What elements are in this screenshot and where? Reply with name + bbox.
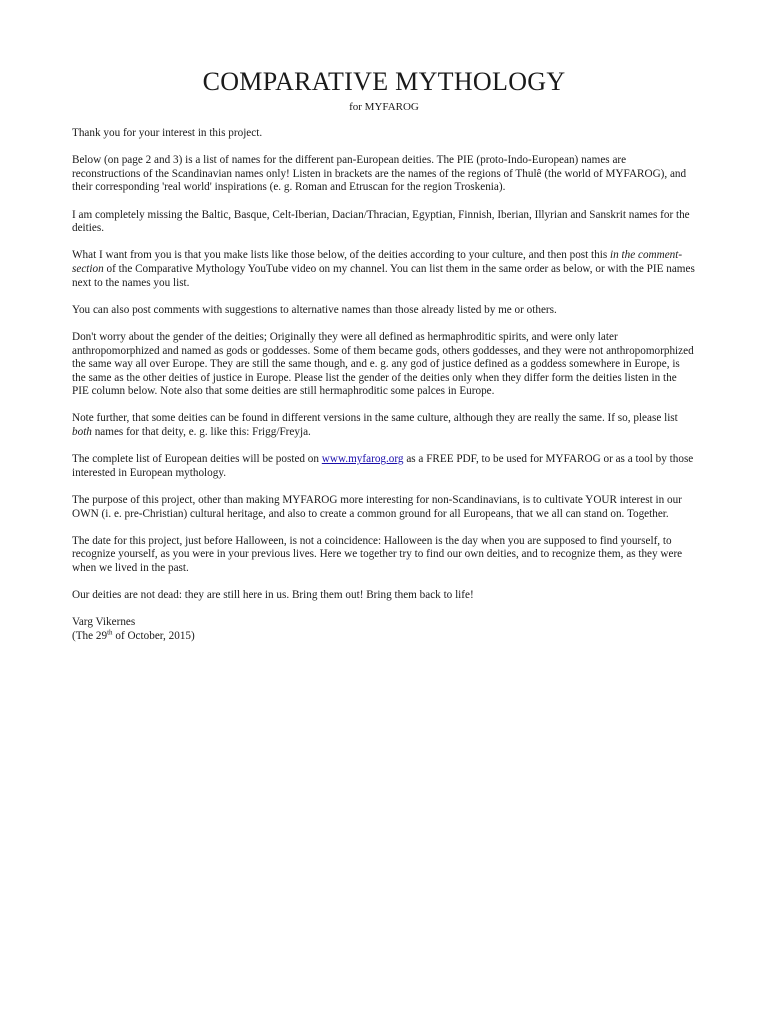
paragraph-pdf: [72, 453, 696, 480]
paragraph-versions: [72, 412, 696, 439]
request-text-before: What I want from you is that you make lists like those below, of the deities according to your culture, and then post this: [72, 249, 611, 262]
paragraph-list-intro: Below (on page 2 and 3) is a list of names for the different pan-European deities. The PIE (proto-Indo-European) names are reconstructions of the Scandinavian names only! Listen in brackets are the names of the regions of Thulê (the world of MYFAROG), and their corresponding 'real world' inspirations (e. g. Roman and Etruscan for the region Troskenia).: [72, 154, 687, 194]
paragraph-gender: Don't worry about the gender of the deities; Originally they were all defined as hermaphroditic spirits, and were only later anthropomorphized and named as gods or goddesses. Some of them became gods, others goddesses, and they were not anthropomorphized the same way all over Europe. They are still the same though, and e. g. any god of justice defined as a goddess somewhere in Europe, is the same as the other deities of justice in Europe. Please list the gender of the deities only when they differ form the deities listen in the PIE column below. Note also that some deities are still hermaphroditic some palces in Europe.: [72, 330, 694, 398]
pdf-text-before: The complete list of European deities will be posted on: [72, 453, 322, 466]
paragraph-closing: Our deities are not dead: they are still here in us. Bring them out! Bring them back to life!: [72, 589, 474, 602]
signature-block: [72, 616, 696, 643]
pdf-text-after: as a FREE PDF, to be used for MYFAROG or as a tool by those interested in European mythology.: [72, 453, 694, 479]
paragraph-purpose: The purpose of this project, other than making MYFAROG more interesting for non-Scandinavians, is to cultivate YOUR interest in our OWN (i. e. pre-Christian) cultural heritage, and also to create a common ground for all Europeans, that we all can stand on. Together.: [72, 494, 682, 520]
request-italic: in the comment-section: [72, 249, 683, 275]
paragraph-request: [72, 249, 696, 290]
date-after: of October, 2015): [112, 629, 195, 642]
document-page: [72, 66, 696, 644]
request-text-after: of the Comparative Mythology YouTube video on my channel. You can list them in the same order as below, or with the PIE names next to the names you list.: [72, 262, 695, 289]
versions-text-after: names for that deity, e. g. like this: Frigg/Freyja.: [91, 426, 311, 439]
page-subtitle: for MYFAROG: [349, 101, 419, 113]
signature-name: Varg Vikernes: [72, 616, 136, 629]
paragraph-thanks: Thank you for your interest in this project.: [72, 127, 263, 139]
page-title: COMPARATIVE MYTHOLOGY: [202, 67, 566, 96]
versions-italic: both: [72, 426, 92, 439]
date-before: (The 29: [72, 629, 108, 642]
versions-text-before: Note further, that some deities can be found in different versions in the same culture, although they are really the same. If so, please list: [72, 412, 678, 425]
date-superscript: th: [107, 628, 113, 637]
paragraph-halloween: The date for this project, just before Halloween, is not a coincidence: Halloween is the day when you are supposed to find yourself, to recognize yourself, as you were in your previous lives. Here we together try to find our own deities, and to recognize them, as they were when we lived in the past.: [72, 534, 683, 574]
myfarog-link[interactable]: www.myfarog.org: [321, 453, 404, 466]
paragraph-suggestions: You can also post comments with suggestions to alternative names than those already listed by me or others.: [72, 303, 557, 316]
signature-date: [72, 630, 696, 644]
paragraph-missing-names: I am completely missing the Baltic, Basque, Celt-Iberian, Dacian/Thracian, Egyptian, Finnish, Iberian, Illyrian and Sanskrit names for the deities.: [72, 208, 690, 235]
